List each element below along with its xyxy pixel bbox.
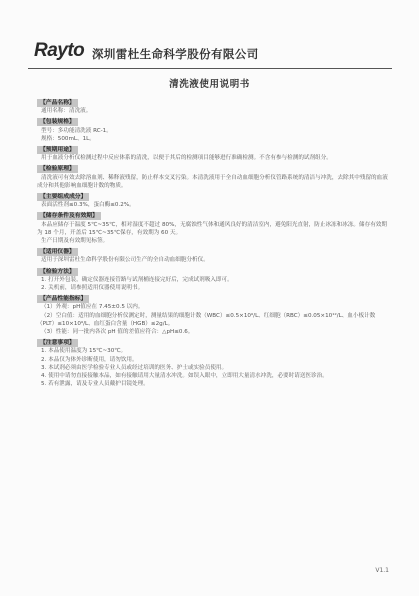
section-heading: 【检验原理】 (37, 165, 78, 173)
section-product-name (37, 96, 391, 115)
section-principle (37, 162, 391, 190)
section-heading: 【适用仪器】 (37, 248, 78, 256)
letterhead (28, 38, 398, 68)
section-packaging (37, 115, 391, 143)
section-paragraph: 用于血液分析仪检测过程中反应体系的清洗，以便于其后的检测项目能够进行准确检测。不含有参与检测的试剂组分。 (41, 155, 332, 162)
section-line: 2. 关机前，请参照适用仪器使用说明书。 (41, 285, 144, 292)
section-heading: 【产品性能指标】 (37, 295, 89, 303)
section-heading: 【检验方法】 (37, 268, 78, 276)
section-line: 表面活性剂≤0.3%，蛋白酶≤0.2%。 (41, 202, 135, 209)
section-paragraph: （2）空白值：适用的血细胞分析仪测定时，测量结果的细胞计数（WBC）≤0.5×10⁹/L、红细胞（RBC）≤0.05×10¹²/L、血小板计数（PLT）≤10×10⁹/L、血红蛋白含量（HGB）≤2g/L。 (37, 312, 376, 327)
company-name: 深圳雷杜生命科学股份有限公司 (92, 47, 259, 61)
section-line: 1. 本品使用温度为 15℃~30℃。 (41, 348, 127, 355)
section-line: 适用于深圳雷杜生命科学股份有限公司生产的全自动血细胞分析仪。 (41, 257, 209, 264)
section-paragraph: 本品应储存于温度 5℃~35℃，相对湿度不超过 80%，无腐蚀性气体和通风良好的清洁室内，避免阳光直射，防止冰冻和冰冻。储存有效期为 18 个月，开盖后 15℃~35℃保存，有效期为 60 天。 (37, 221, 387, 236)
section-line: 1. 打开外包装，确定仪器连接管路与试剂桶连接完好后，完成试剂吸入即可。 (41, 276, 233, 283)
section-line: 型号：多功能清洗液 RC-1。 (41, 127, 112, 134)
company-logo: Rayto (34, 40, 85, 61)
section-heading: 【注意事项】 (37, 339, 78, 347)
section-line: （3）性能：同一批内各次 pH 值的差值应符合：△pH≤0.6。 (41, 329, 194, 336)
section-paragraph: 4. 使用中请勿直接接触本品，如有接触请用大量清水冲洗。如误入眼中，立即用大量清水冲洗，必要时请送医诊治。 (41, 373, 328, 380)
section-method (37, 265, 391, 293)
section-line: 通用名称：清洗液。 (41, 108, 92, 115)
section-precautions (37, 336, 391, 388)
section-line: 3. 本试剂必须由医学检验专业人员或经过培训的医务、护士或实验员使用。 (41, 364, 228, 371)
version-label: V1.1 (375, 567, 389, 574)
header-divider (28, 68, 392, 69)
section-heading: 【主要组成成分】 (37, 193, 89, 201)
section-heading: 【产品名称】 (37, 99, 78, 107)
section-paragraph: 清洗液可有效去除溶血剂、稀释液残留，防止样本交叉污染。本清洗液用于全自动血细胞分析仪管路系统的清洁与冲洗，去除其中残留的血液成分和其他影响血细胞计数的物质。 (37, 174, 388, 189)
section-heading: 【储存条件及有效期】 (37, 212, 101, 220)
document-body (37, 96, 391, 389)
section-intended-use (37, 143, 391, 162)
section-heading: 【预期用途】 (37, 146, 78, 154)
section-line: 5. 若有泄露，请及专业人员戴护目镜处理。 (41, 381, 149, 388)
section-line: 生产日期及有效期见标签。 (41, 238, 109, 245)
section-heading: 【包装规格】 (37, 118, 78, 126)
section-line: （1）外观：pH值应在 7.45±0.5 以内。 (41, 304, 144, 311)
section-instrument (37, 245, 391, 264)
document-title: 清洗液使用说明书 (169, 79, 250, 90)
section-line: 2. 本品仅为体外诊断使用，请勿饮用。 (41, 356, 138, 363)
section-line: 规格：500mL、1L。 (41, 135, 95, 142)
section-performance (37, 292, 391, 336)
section-composition (37, 190, 391, 209)
section-storage (37, 209, 391, 245)
